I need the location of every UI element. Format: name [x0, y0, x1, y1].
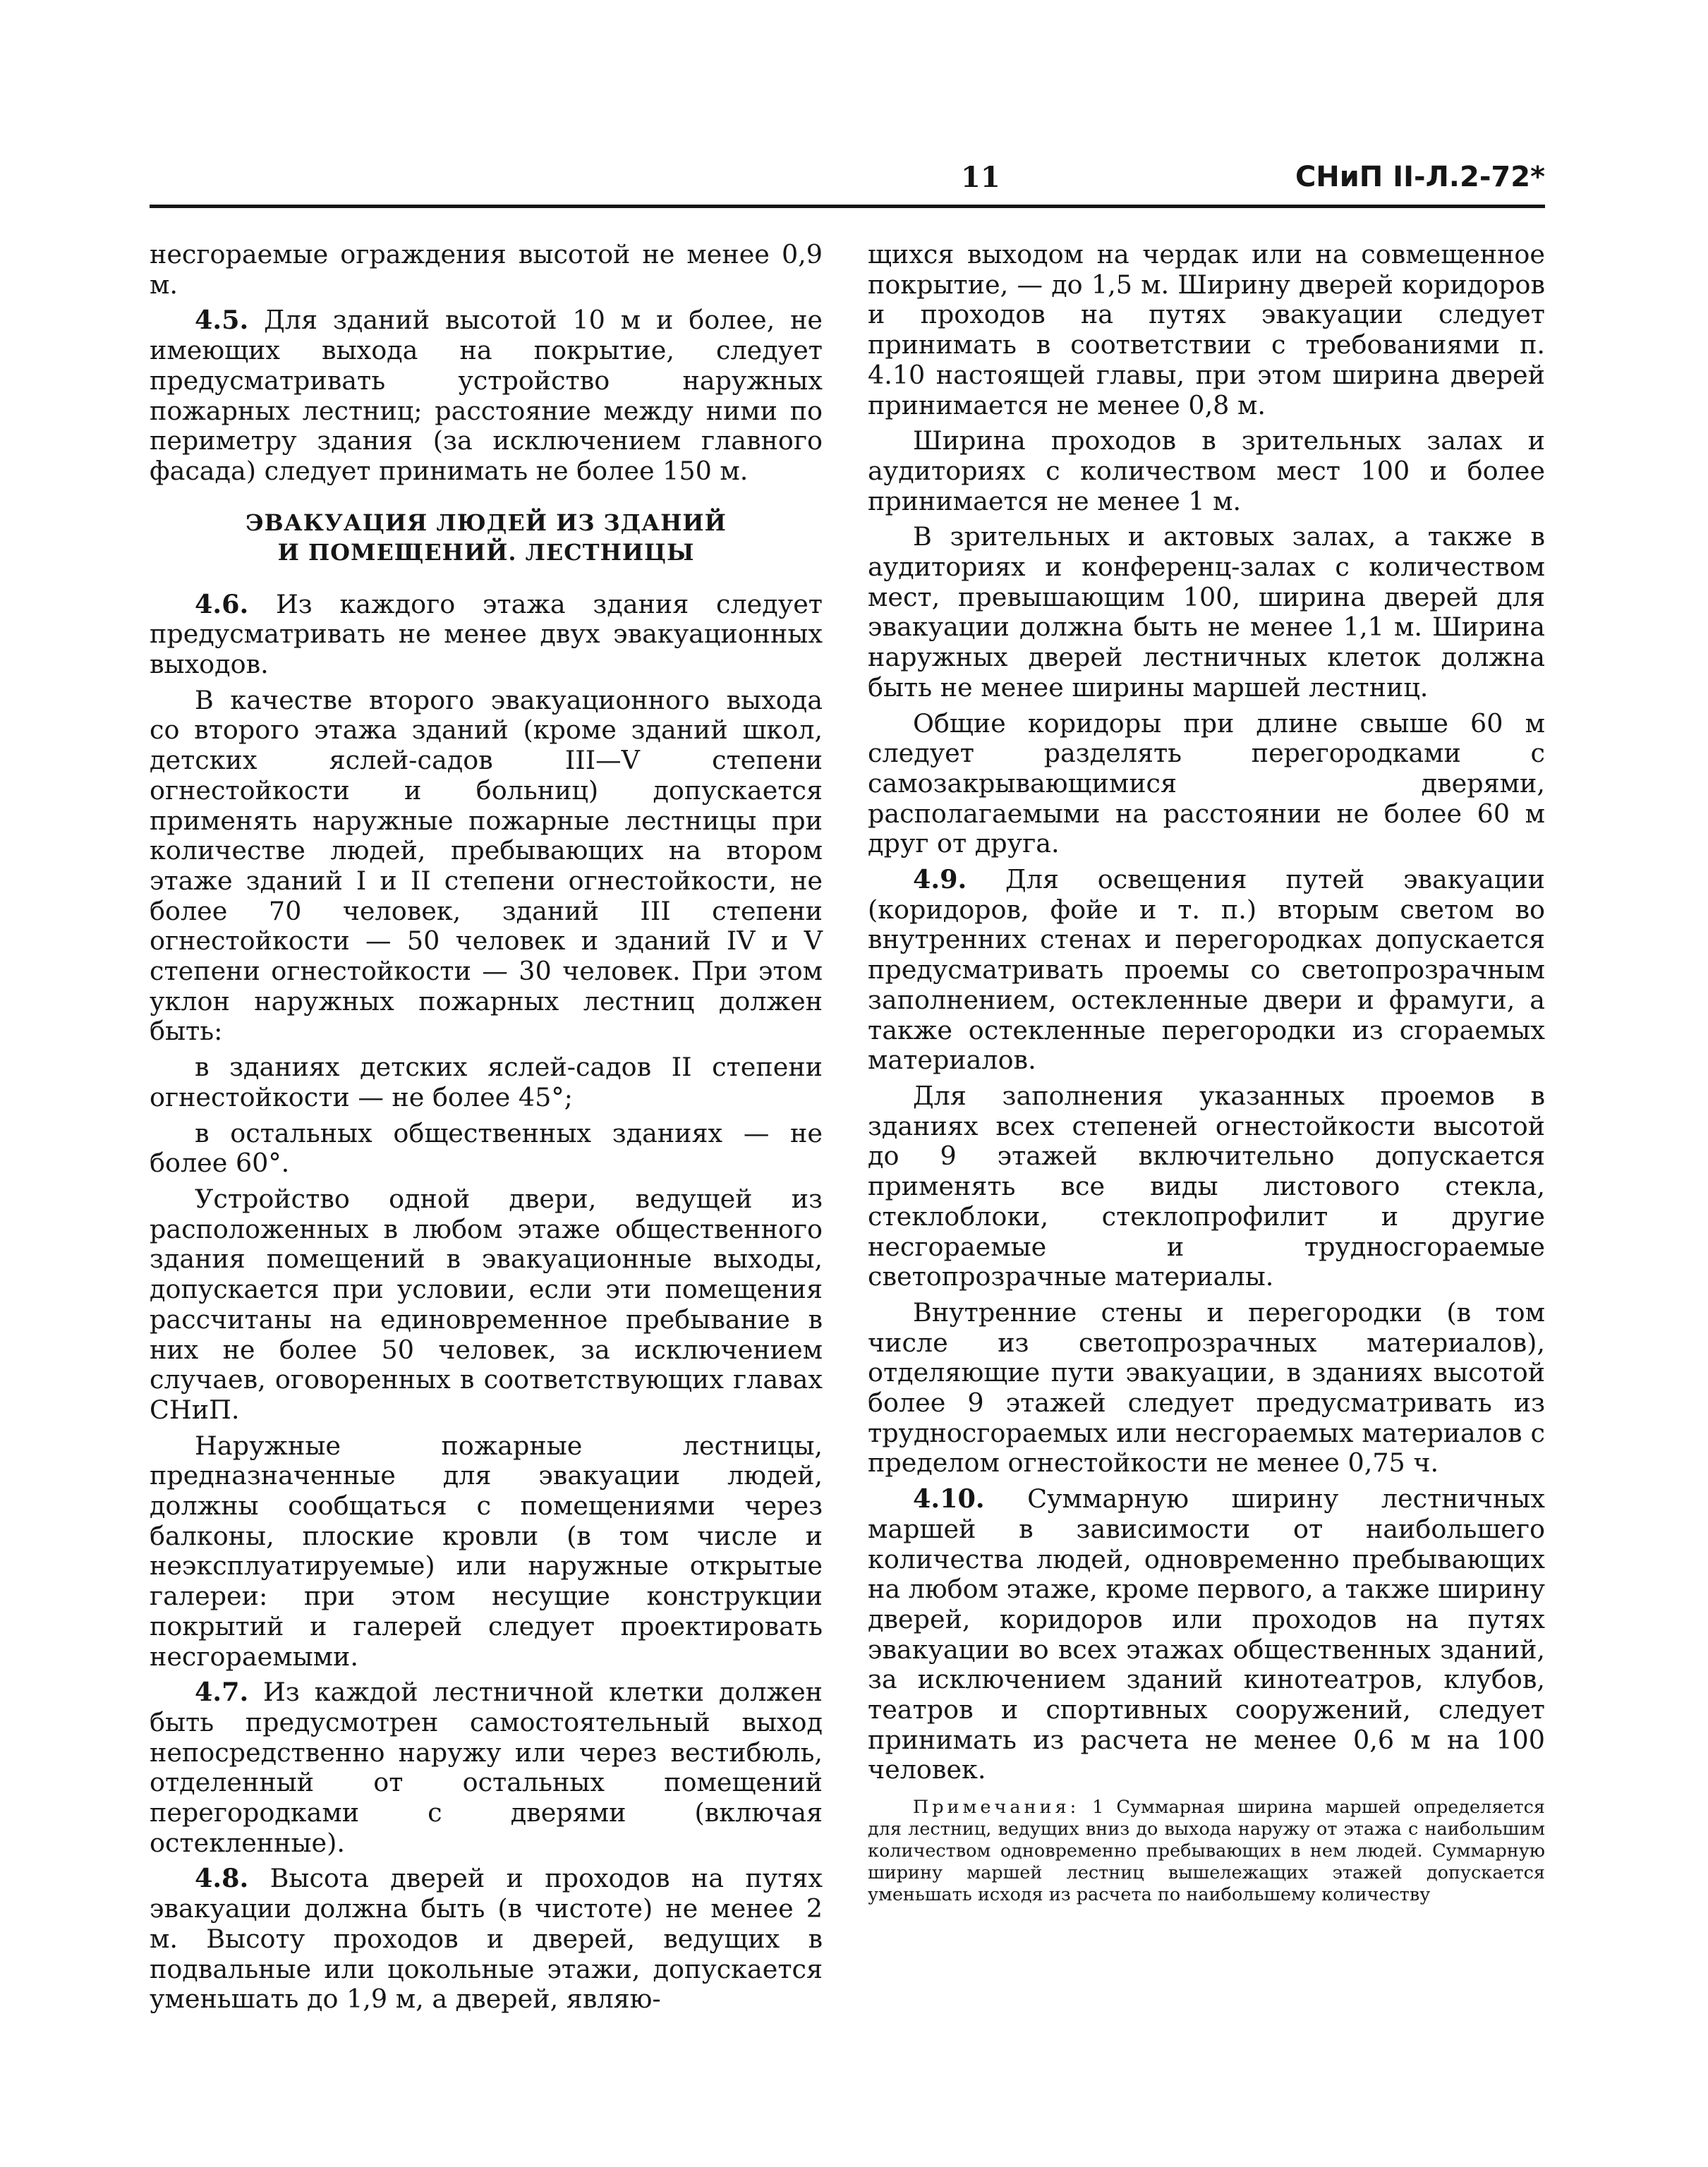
section-heading-line: И ПОМЕЩЕНИЙ. ЛЕСТНИЦЫ	[277, 538, 695, 566]
paragraph: Общие коридоры при длине свыше 60 м следует разделять перегородками с самозакрывающимися дверями, располагаемыми на расстоянии не более 60 м друг от друга.	[868, 708, 1545, 859]
paragraph: Устройство одной двери, ведущей из расположенных в любом этаже общественного здания помещений в эвакуационные выходы, допускается при условии, если эти помещения рассчитаны на единовременное пребывание в них не более 50 человек, за исключением случаев, оговоренных в соответствующих главах СНиП.	[150, 1183, 823, 1425]
clause-number: 4.8.	[195, 1863, 249, 1894]
clause-number: 4.6.	[195, 588, 249, 619]
clause-number: 4.5.	[195, 305, 249, 336]
section-heading-line: ЭВАКУАЦИЯ ЛЮДЕЙ ИЗ ЗДАНИЙ	[246, 509, 727, 536]
paragraph-4-8: 4.8. Высота дверей и проходов на путях эвакуации должна быть (в чистоте) не менее 2 м. Высоту проходов и дверей, ведущих в подвальные или цокольные этажи, допускается уменьшать до 1,9 м, а дверей, являю-	[150, 1863, 823, 2015]
clause-number: 4.9.	[913, 864, 967, 895]
document-code: СНиП II-Л.2-72*	[1295, 161, 1545, 193]
page-header	[150, 157, 1545, 199]
clause-number: 4.7.	[195, 1677, 249, 1708]
paragraph: в зданиях детских яслей-садов II степени огнестойкости — не более 45°;	[150, 1052, 823, 1112]
left-column	[150, 240, 823, 2020]
note-label: Примечания:	[913, 1797, 1080, 1819]
note: Примечания: 1 Суммарная ширина маршей определяется для лестниц, ведущих вниз до выхода наружу от этажа с наибольшим количеством одновременно пребывающих в нем людей. Суммарную ширину маршей лестниц вышележащих этажей допускается уменьшать исходя из расчета по наибольшему количеству	[868, 1797, 1545, 1906]
paragraph: Для заполнения указанных проемов в зданиях всех степеней огнестойкости высотой до 9 этажей включительно допускается применять все виды листового стекла, стеклоблоки, стеклопрофилит и другие несгораемые и трудносгораемые светопрозрачные материалы.	[868, 1080, 1545, 1292]
paragraph: В зрительных и актовых залах, а также в аудиториях и конференц-залах с количеством мест, превышающим 100, ширина дверей для эвакуации должна быть не менее 1,1 м. Ширина наружных дверей лестничных клеток должна быть не менее ширины маршей лестниц.	[868, 521, 1545, 703]
right-column	[868, 240, 1545, 1906]
paragraph-4-5: 4.5. Для зданий высотой 10 м и более, не имеющих выхода на покрытие, следует предусматривать устройство наружных пожарных лестниц; расстояние между ними по периметру здания (за исключением главного фасада) следует принимать не более 150 м.	[150, 305, 823, 486]
paragraph-4-10: 4.10. Суммарную ширину лестничных маршей в зависимости от наибольшего количества людей, одновременно пребывающих на любом этаже, кроме первого, а также ширину дверей, коридоров или проходов на путях эвакуации во всех этажах общественных зданий, за исключением зданий кинотеатров, клубов, театров и спортивных сооружений, следует принимать из расчета не менее 0,6 м на 100 человек.	[868, 1483, 1545, 1785]
paragraph: в остальных общественных зданиях — не более 60°.	[150, 1117, 823, 1179]
page-number: 11	[961, 161, 1000, 194]
paragraph-4-6: 4.6. Из каждого этажа здания следует предусматривать не менее двух эвакуационных выходов.	[150, 588, 823, 680]
paragraph: щихся выходом на чердак или на совмещенное покрытие, — до 1,5 м. Ширину дверей коридоров и проходов на путях эвакуации следует принимать в соответствии с требованиями п. 4.10 настоящей главы, при этом ширина дверей принимается не менее 0,8 м.	[868, 239, 1545, 420]
paragraph-4-9: 4.9. Для освещения путей эвакуации (коридоров, фойе и т. п.) вторым светом во внутренних стенах и перегородках допускается предусматривать проемы со светопрозрачным заполнением, остекленные двери и фрамуги, а также остекленные перегородки из сгораемых материалов.	[868, 864, 1545, 1076]
paragraph: несгораемые ограждения высотой не менее 0,9 м.	[150, 239, 823, 300]
paragraph: В качестве второго эвакуационного выхода со второго этажа зданий (кроме зданий школ, детских яслей-садов III—V степени огнестойкости и больниц) допускается применять наружные пожарные лестницы при количестве людей, пребывающих на втором этаже зданий I и II степени огнестойкости, не более 70 человек, зданий III степени огнестойкости — 50 человек и зданий IV и V степени огнестойкости — 30 человек. При этом уклон наружных пожарных лестниц должен быть:	[150, 684, 823, 1047]
paragraph: Наружные пожарные лестницы, предназначенные для эвакуации людей, должны сообщаться с помещениями через балконы, плоские кровли (в том числе и неэксплуатируемые) или наружные открытые галереи: при этом несущие конструкции покрытий и галерей следует проектировать несгораемыми.	[150, 1430, 823, 1672]
header-rule	[150, 205, 1545, 208]
paragraph: Внутренние стены и перегородки (в том числе из светопрозрачных материалов), отделяющие пути эвакуации, в зданиях высотой более 9 этажей следует предусматривать из трудносгораемых или несгораемых материалов с пределом огнестойкости не менее 0,75 ч.	[868, 1297, 1545, 1479]
paragraph-4-7: 4.7. Из каждой лестничной клетки должен быть предусмотрен самостоятельный выход непосредственно наружу или через вестибюль, отделенный от остальных помещений перегородками с дверями (включая остекленные).	[150, 1677, 823, 1858]
clause-number: 4.10.	[913, 1483, 985, 1515]
paragraph: Ширина проходов в зрительных залах и аудиториях с количеством мест 100 и более принимается не менее 1 м.	[868, 425, 1545, 516]
section-heading	[150, 508, 823, 567]
